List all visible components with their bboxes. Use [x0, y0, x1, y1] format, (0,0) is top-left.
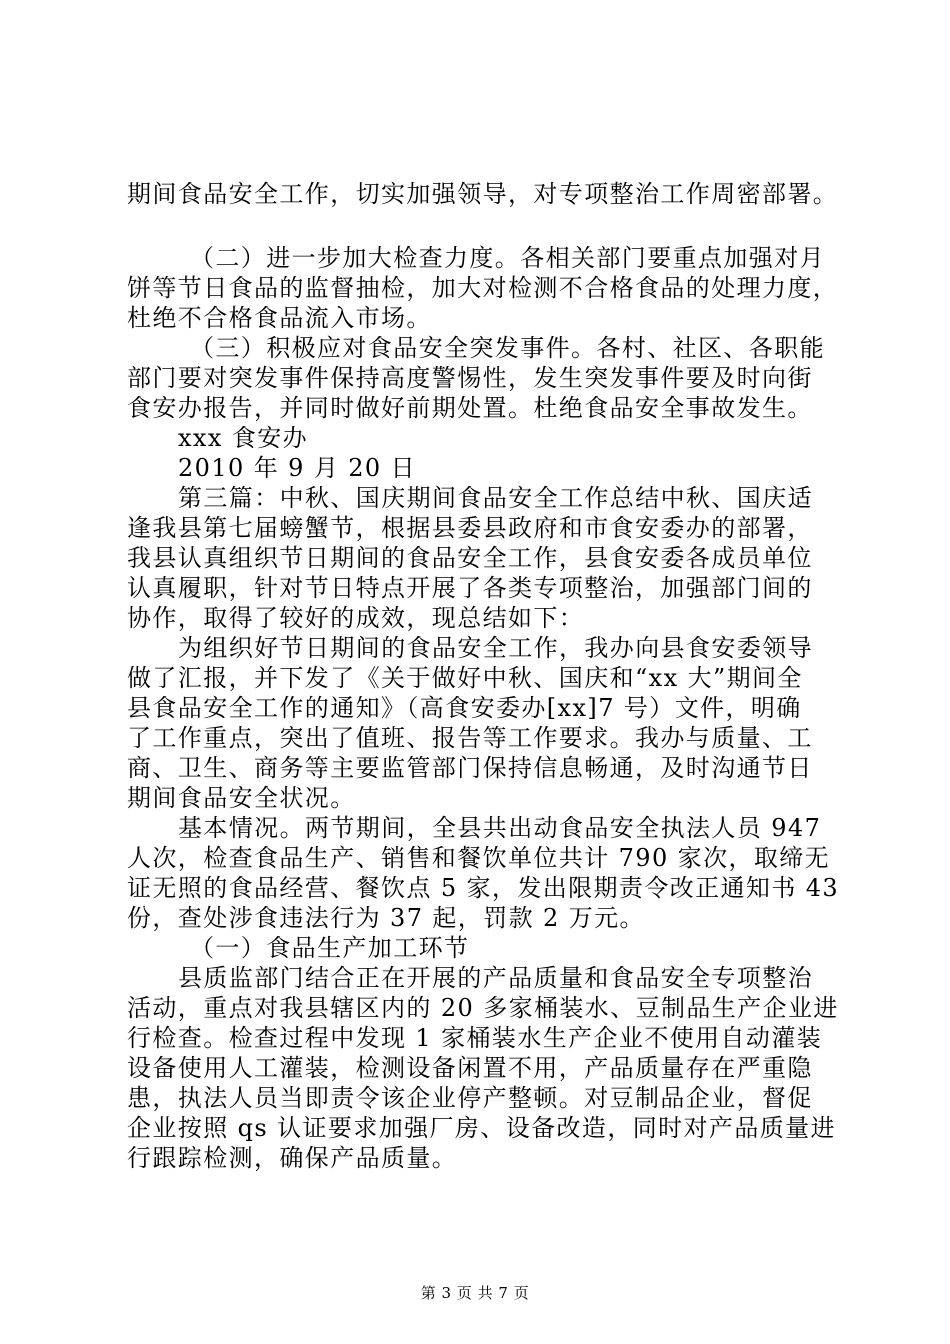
text-line: （二）进一步加大检查力度。各相关部门要重点加强对月 [190, 244, 825, 272]
text-line: 饼等节日食品的监督抽检，加大对检测不合格食品的处理力度， [127, 274, 839, 302]
text-line: 证无照的食品经营、餐饮点 5 家，发出限期责令改正通知书 43 [127, 874, 840, 902]
text-line: 做了汇报，并下发了《关于做好中秋、国庆和“xx 大”期间全 [127, 664, 803, 692]
section-heading: （一）食品生产加工环节 [190, 934, 470, 962]
text-line: 期间食品安全工作，切实加强领导，对专项整治工作周密部署。 [127, 180, 839, 208]
text-line: 认真履职，针对节日特点开展了各类专项整治，加强部门间的 [127, 574, 813, 602]
text-line: 杜绝不合格食品流入市场。 [127, 304, 432, 332]
text-line: 为组织好节日期间的食品安全工作，我办向县食安委领导 [178, 634, 813, 662]
text-line: 活动，重点对我县辖区内的 20 多家桶装水、豆制品生产企业进 [127, 994, 839, 1022]
text-line: 份，查处涉食违法行为 37 起，罚款 2 万元。 [127, 904, 645, 932]
text-line: 县质监部门结合正在开展的产品质量和食品安全专项整治 [178, 964, 813, 992]
text-line: （三）积极应对食品安全突发事件。各村、社区、各职能 [190, 334, 825, 362]
text-line: 我县认真组织节日期间的食品安全工作，县食安委各成员单位 [127, 544, 813, 572]
text-line: 第三篇：中秋、国庆期间食品安全工作总结中秋、国庆适 [178, 484, 813, 512]
text-line: 逢我县第七届螃蟹节，根据县委县政府和市食安委办的部署， [127, 514, 813, 542]
text-line: 协作，取得了较好的成效，现总结如下： [127, 604, 585, 632]
text-line: 行跟踪检测，确保产品质量。 [127, 1144, 458, 1172]
text-line: 食安办报告，并同时做好前期处置。杜绝食品安全事故发生。 [127, 394, 813, 422]
text-line: 商、卫生、商务等主要监管部门保持信息畅通，及时沟通节日 [127, 754, 813, 782]
text-line: 设备使用人工灌装，检测设备闲置不用，产品质量存在严重隐 [127, 1054, 813, 1082]
page-number-footer: 第 3 页 共 7 页 [420, 1284, 530, 1302]
text-line: 患，执法人员当即责令该企业停产整顿。对豆制品企业，督促 [127, 1084, 813, 1112]
text-line: 期间食品安全状况。 [127, 784, 356, 812]
text-line: 企业按照 qs 认证要求加强厂房、设备改造，同时对产品质量进 [127, 1114, 836, 1142]
text-line: 行检查。检查过程中发现 1 家桶装水生产企业不使用自动灌装 [127, 1024, 823, 1052]
signature-org: xxx 食安办 [178, 424, 309, 452]
text-line: 了工作重点，突出了值班、报告等工作要求。我办与质量、工 [127, 724, 813, 752]
text-line: 部门要对突发事件保持高度警惕性，发生突发事件要及时向街 [127, 364, 813, 392]
text-line: 人次，检查食品生产、销售和餐饮单位共计 790 家次，取缔无 [127, 844, 831, 872]
text-line: 县食品安全工作的通知》（高食安委办[xx]7 号）文件，明确 [127, 694, 802, 722]
text-line: 基本情况。两节期间，全县共出动食品安全执法人员 947 [178, 814, 822, 842]
signature-date: 2010 年 9 月 20 日 [178, 454, 417, 482]
